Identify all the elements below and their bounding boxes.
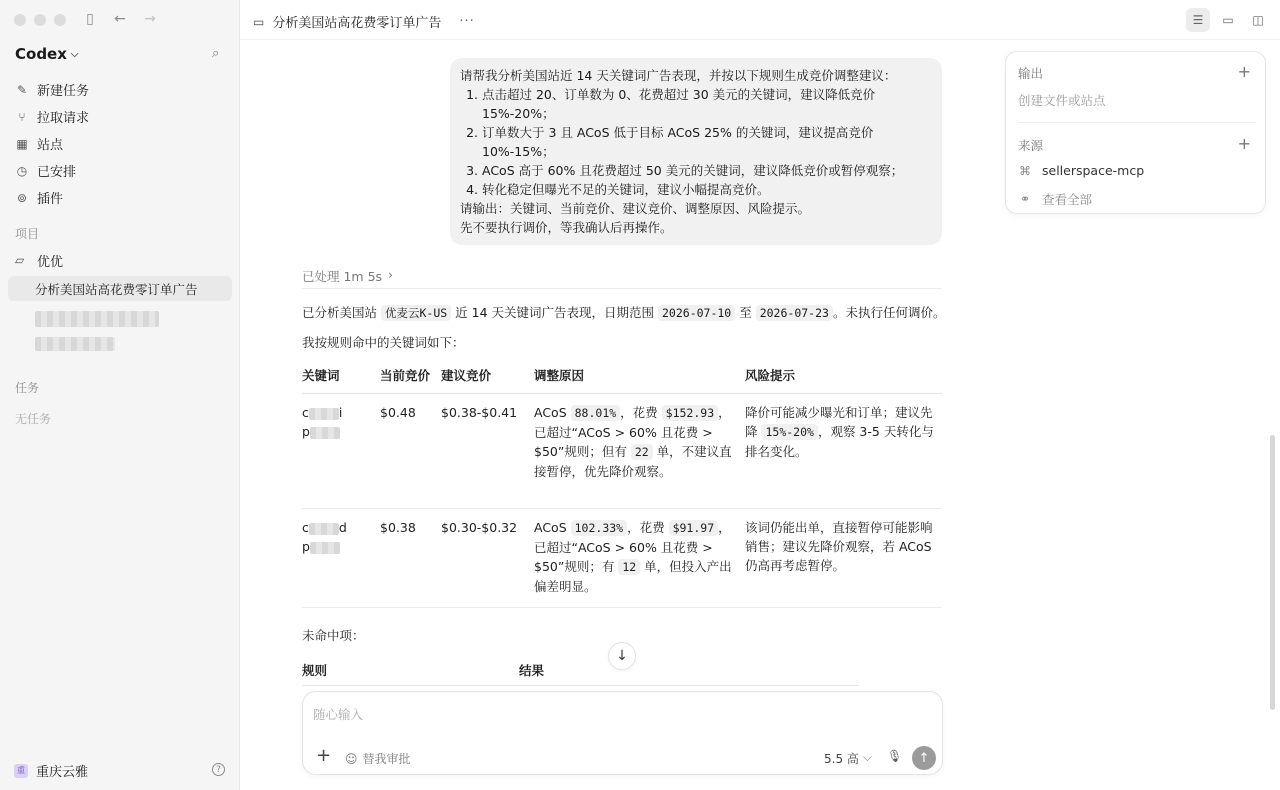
current-bid-cell: $0.48 — [380, 394, 441, 509]
add-source-icon[interactable]: + — [1237, 134, 1251, 153]
no-tasks-text: 无任务 — [15, 412, 52, 426]
assistant-reply — [302, 303, 947, 352]
microphone-icon[interactable]: 🎙 — [887, 749, 903, 763]
processed-toggle[interactable] — [302, 267, 393, 285]
divider — [302, 288, 942, 289]
view-all-label: 查看全部 — [1042, 192, 1093, 207]
minimize-window-button[interactable] — [34, 14, 46, 26]
current-bid-cell: $0.38 — [380, 509, 441, 608]
add-attachment-icon[interactable]: + — [316, 745, 332, 766]
view-all-link[interactable] — [1018, 190, 1092, 208]
chevron-down-icon: ⌵ — [862, 750, 873, 764]
arrow-up-icon: ↑ — [918, 750, 930, 766]
project-name: 优优 — [37, 254, 64, 270]
add-output-icon[interactable]: + — [1237, 62, 1251, 81]
chevron-right-icon: › — [388, 267, 394, 282]
model-label: 5.5 高 — [824, 752, 859, 766]
redacted-keyword — [310, 542, 340, 554]
col-suggested-bid: 建议竞价 — [441, 366, 534, 394]
nav-plugins[interactable] — [8, 184, 232, 211]
close-window-button[interactable] — [14, 14, 26, 26]
help-icon[interactable]: ? — [212, 763, 225, 776]
redacted-keyword — [310, 427, 340, 439]
table-row — [302, 394, 942, 509]
sidebar-toggle-icon[interactable]: ▯ — [86, 11, 94, 27]
sidebar — [0, 0, 240, 790]
nav-sites[interactable] — [8, 130, 232, 157]
redacted-keyword — [309, 408, 339, 420]
redacted-thread[interactable] — [35, 337, 115, 351]
project-folder[interactable] — [8, 250, 232, 270]
missed-table-header — [302, 661, 859, 686]
nav-scheduled[interactable] — [8, 157, 232, 184]
approval-mode-label: 替我审批 — [362, 752, 411, 766]
suggested-bid-cell: $0.38-$0.41 — [441, 394, 534, 509]
send-button[interactable] — [912, 746, 936, 770]
reply-intro: 我按规则命中的关键词如下： — [302, 335, 465, 350]
risk-cell: 该词仍能出单，直接暂停可能影响销售；建议先降价观察，若 ACoS 仍高再考虑暂停。 — [745, 509, 942, 608]
composer — [302, 691, 943, 775]
smile-icon: ☺ — [345, 751, 358, 766]
clock-icon: ◷ — [16, 163, 28, 178]
rule-item: 1. 点击超过 20、订单数为 0、花费超过 30 美元的关键词，建议降低竞价 15%-20%； — [482, 85, 932, 123]
mcp-icon: ⌘ — [1019, 163, 1031, 178]
user-profile[interactable] — [14, 761, 88, 780]
checklist-panel-icon[interactable]: ☰ — [1186, 8, 1210, 32]
reply-summary: 已分析美国站 优麦云K-US 近 14 天关键词广告表现，日期范围 2026-07-10 至 2026-07-23 。未执行任何调价。 — [302, 305, 946, 320]
source-name: sellerspace-mcp — [1042, 163, 1145, 178]
source-item[interactable] — [1018, 163, 1144, 178]
nav-label: 拉取请求 — [37, 111, 90, 126]
risk-cell: 降价可能减少曝光和订单；建议先降 15%-20% ，观察 3-5 天转化与排名变化。 — [745, 394, 942, 509]
reason-cell: ACoS 102.33% ，花费 $91.97 ，已超过“ACoS > 60% 且花费 > $50”规则；有 12 单，但投入产出偏差明显。 — [534, 509, 745, 608]
page-title: 分析美国站高花费零订单广告 — [272, 16, 442, 31]
redacted-thread[interactable] — [35, 311, 159, 327]
avatar: 重 — [14, 764, 28, 778]
pull-request-icon: ⑂ — [18, 109, 26, 124]
table-row — [302, 509, 942, 608]
keyword-table — [302, 366, 942, 608]
sidebar-nav — [8, 76, 232, 211]
col-keyword: 关键词 — [302, 366, 380, 394]
date-from-code: 2026-07-10 — [658, 305, 735, 321]
nav-label: 已安排 — [37, 165, 77, 180]
user-message-bubble — [450, 58, 942, 245]
col-result: 结果 — [519, 663, 545, 678]
zoom-window-button[interactable] — [54, 14, 66, 26]
user-name: 重庆云雅 — [36, 765, 89, 780]
message-intro: 请帮我分析美国站近 14 天关键词广告表现，并按以下规则生成竞价调整建议： — [460, 68, 897, 83]
active-thread[interactable]: 分析美国站高花费零订单广告 — [8, 276, 232, 301]
context-panel — [1005, 51, 1266, 214]
message-final-line: 先不要执行调价，等我确认后再操作。 — [460, 220, 673, 235]
table-header-row — [302, 366, 942, 394]
approval-mode-button[interactable] — [345, 750, 411, 767]
nav-pull-requests[interactable] — [8, 103, 232, 130]
window-controls — [14, 14, 66, 26]
divider — [1018, 122, 1255, 123]
store-code: 优麦云K-US — [381, 305, 451, 321]
model-selector[interactable] — [824, 750, 872, 767]
sidebar-toolbar — [82, 11, 158, 27]
folder-icon: ▭ — [253, 14, 265, 29]
plugin-icon: ⊚ — [16, 190, 28, 205]
rule-item: 3. ACoS 高于 60% 且花费超过 50 美元的关键词，建议降低竞价或暂停观察； — [482, 161, 932, 180]
edit-icon: ✎ — [16, 82, 28, 97]
tasks-section-label: 任务 — [15, 381, 40, 395]
nav-new-task[interactable] — [8, 76, 232, 103]
scrollbar[interactable] — [1270, 435, 1275, 710]
message-input[interactable]: 随心输入 — [313, 707, 364, 722]
rule-item: 2. 订单数大于 3 且 ACoS 低于目标 ACoS 25% 的关键词，建议提高竞价 10%-15%； — [482, 123, 932, 161]
suggested-bid-cell: $0.30-$0.32 — [441, 509, 534, 608]
message-output-line: 请输出：关键词、当前竞价、建议竞价、调整原因、风险提示。 — [460, 201, 811, 216]
col-risk: 风险提示 — [745, 366, 942, 394]
missed-label: 未命中项： — [302, 628, 365, 643]
header — [240, 0, 1280, 40]
col-current-bid: 当前竞价 — [380, 366, 441, 394]
chevron-down-icon: ⌵ — [70, 48, 79, 60]
grid-icon: ▦ — [16, 136, 28, 151]
back-arrow-icon[interactable]: ← — [114, 11, 126, 27]
col-rule: 规则 — [302, 663, 328, 678]
projects-section-label: 项目 — [15, 227, 40, 241]
reason-cell: ACoS 88.01% ，花费 $152.93 ，已超过“ACoS > 60% 且花费 > $50”规则；但有 22 单，不建议直接暂停，优先降价观察。 — [534, 394, 745, 509]
source-label: 来源 — [1018, 138, 1044, 153]
nav-label: 插件 — [37, 192, 64, 207]
nav-label: 站点 — [37, 138, 64, 153]
workspace-switcher[interactable] — [15, 45, 79, 63]
thread-title-bar — [253, 12, 475, 31]
rule-item: 4. 转化稳定但曝光不足的关键词，建议小幅提高竞价。 — [482, 180, 932, 199]
output-hint[interactable]: 创建文件或站点 — [1018, 93, 1106, 108]
keyword-cell: c d p — [302, 509, 380, 608]
project-list — [8, 250, 232, 301]
col-reason: 调整原因 — [534, 366, 745, 394]
more-options-icon[interactable]: ··· — [459, 14, 475, 29]
output-label: 输出 — [1018, 66, 1044, 81]
scroll-to-bottom-button[interactable] — [608, 642, 636, 670]
redacted-keyword — [309, 523, 339, 535]
folder-open-icon: ▱ — [15, 253, 25, 267]
nav-label: 新建任务 — [37, 84, 90, 99]
keyword-cell: c i p — [302, 394, 380, 509]
right-sidebar-icon[interactable]: ◫ — [1252, 13, 1264, 27]
date-to-code: 2026-07-23 — [756, 305, 833, 321]
processed-time: 已处理 1m 5s — [302, 269, 383, 284]
terminal-icon[interactable]: ▭ — [1222, 13, 1234, 27]
rules-list — [460, 85, 932, 199]
link-icon: ⚭ — [1019, 192, 1031, 206]
header-actions — [1186, 8, 1270, 32]
arrow-down-icon: ↓ — [616, 648, 628, 664]
forward-arrow-icon[interactable]: → — [144, 11, 156, 27]
brand-name: Codex — [15, 45, 67, 63]
search-icon[interactable]: ⌕ — [212, 46, 220, 61]
